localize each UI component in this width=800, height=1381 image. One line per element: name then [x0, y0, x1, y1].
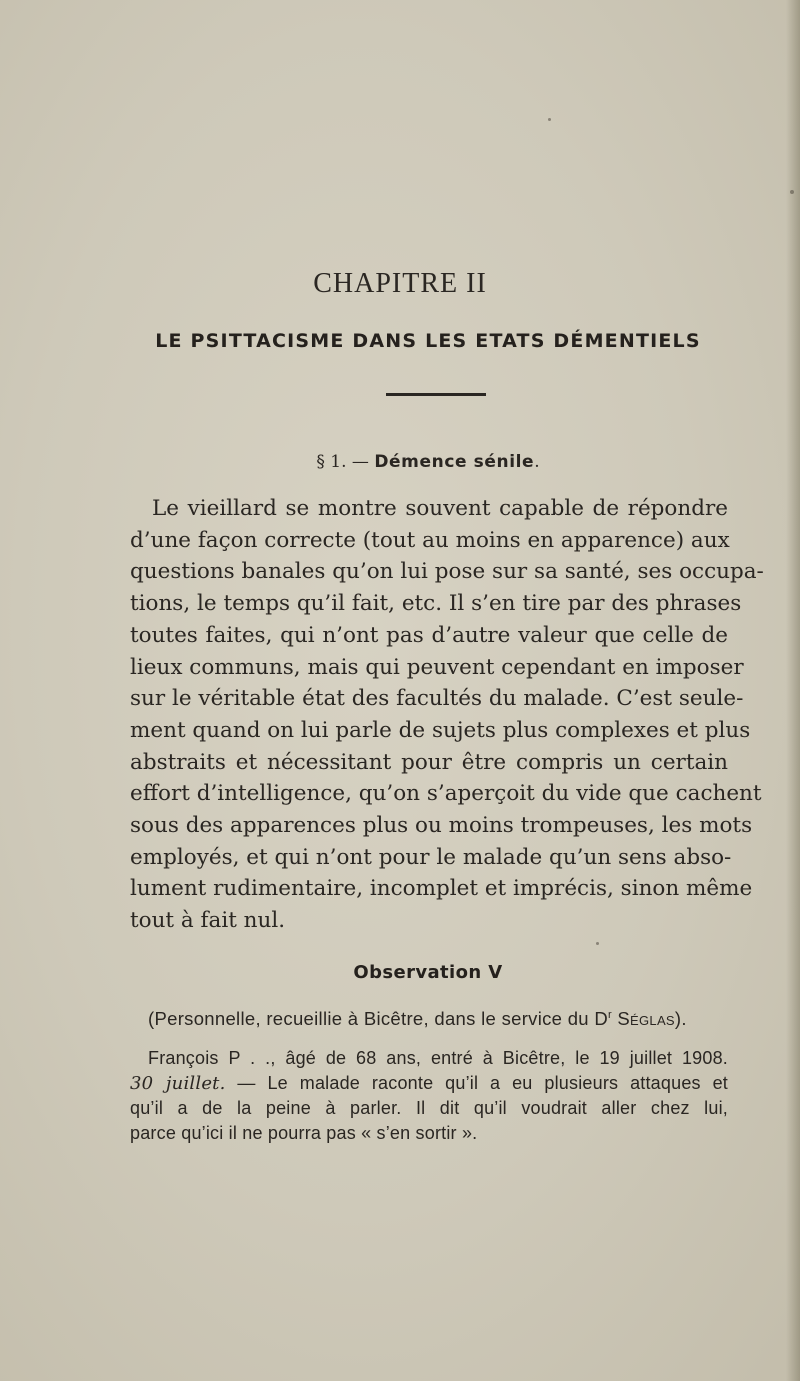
- observation-line: François P . ., âgé de 68 ans, entré à Bicêtre, le 19 juillet 1908.: [148, 1048, 728, 1068]
- paragraph-line: sous des apparences plus ou moins trompeuses, les mots: [130, 813, 753, 839]
- source-closing: ).: [674, 1008, 687, 1029]
- paragraph-line: questions banales qu’on lui pose sur sa santé, ses occupa-: [130, 559, 764, 585]
- observation-body: [130, 1046, 728, 1145]
- paragraph-line: Le vieillard se montre souvent capable de répondre: [152, 496, 728, 521]
- paper-speck: [790, 190, 794, 194]
- paragraph-line: lieux communs, mais qui peuvent cependant en imposer: [130, 654, 744, 680]
- main-paragraph: [130, 493, 764, 937]
- observation-text: — Le malade raconte qu’il a eu plusieurs attaques et: [225, 1072, 728, 1093]
- observation-line: [130, 1071, 728, 1097]
- section-title-period: .: [534, 452, 540, 472]
- paragraph-line: lument rudimentaire, incomplet et imprécis, sinon même: [130, 876, 753, 902]
- paper-speck: [548, 118, 551, 121]
- observation-heading: Observation V: [353, 962, 503, 983]
- paragraph-line: tout à fait nul.: [130, 908, 286, 934]
- source-text: (Personnelle, recueillie à Bicêtre, dans le service du D: [148, 1008, 608, 1029]
- chapter-title: CHAPITRE II: [313, 268, 487, 299]
- observation-line: parce qu’ici il ne pourra pas « s’en sortir ».: [130, 1122, 478, 1143]
- paragraph-line: abstraits et nécessitant pour être compris un certain: [130, 749, 728, 775]
- section-number: § 1. —: [316, 452, 375, 472]
- paragraph-line: employés, et qui n’ont pour le malade qu’un sens abso-: [130, 844, 732, 870]
- section-divider: [386, 393, 486, 396]
- paragraph-line: ment quand on lui parle de sujets plus complexes et plus: [130, 717, 751, 743]
- section-heading: [0, 452, 800, 472]
- paragraph-line: d’une façon correcte (tout au moins en apparence) aux: [130, 527, 730, 553]
- observation-line: qu’il a de la peine à parler. Il dit qu’il voudrait aller chez lui,: [130, 1098, 728, 1118]
- observation-date: 30 juillet.: [130, 1072, 226, 1094]
- section-title: Démence sénile: [374, 452, 535, 472]
- doctor-name: Séglas: [611, 1008, 675, 1029]
- paragraph-line: tions, le temps qu’il fait, etc. Il s’en tire par des phrases: [130, 591, 742, 617]
- observation-source: [148, 1008, 748, 1030]
- page-edge-shadow: [786, 0, 800, 1381]
- doctor-superscript: r: [608, 1008, 612, 1021]
- paper-speck: [596, 942, 599, 945]
- paragraph-line: toutes faites, qui n’ont pas d’autre valeur que celle de: [130, 622, 728, 648]
- paragraph-line: sur le véritable état des facultés du malade. C’est seule-: [130, 686, 744, 712]
- paragraph-line: effort d’intelligence, qu’on s’aperçoit du vide que cachent: [130, 781, 762, 807]
- chapter-subtitle: LE PSITTACISME DANS LES ETATS DÉMENTIELS: [155, 330, 701, 352]
